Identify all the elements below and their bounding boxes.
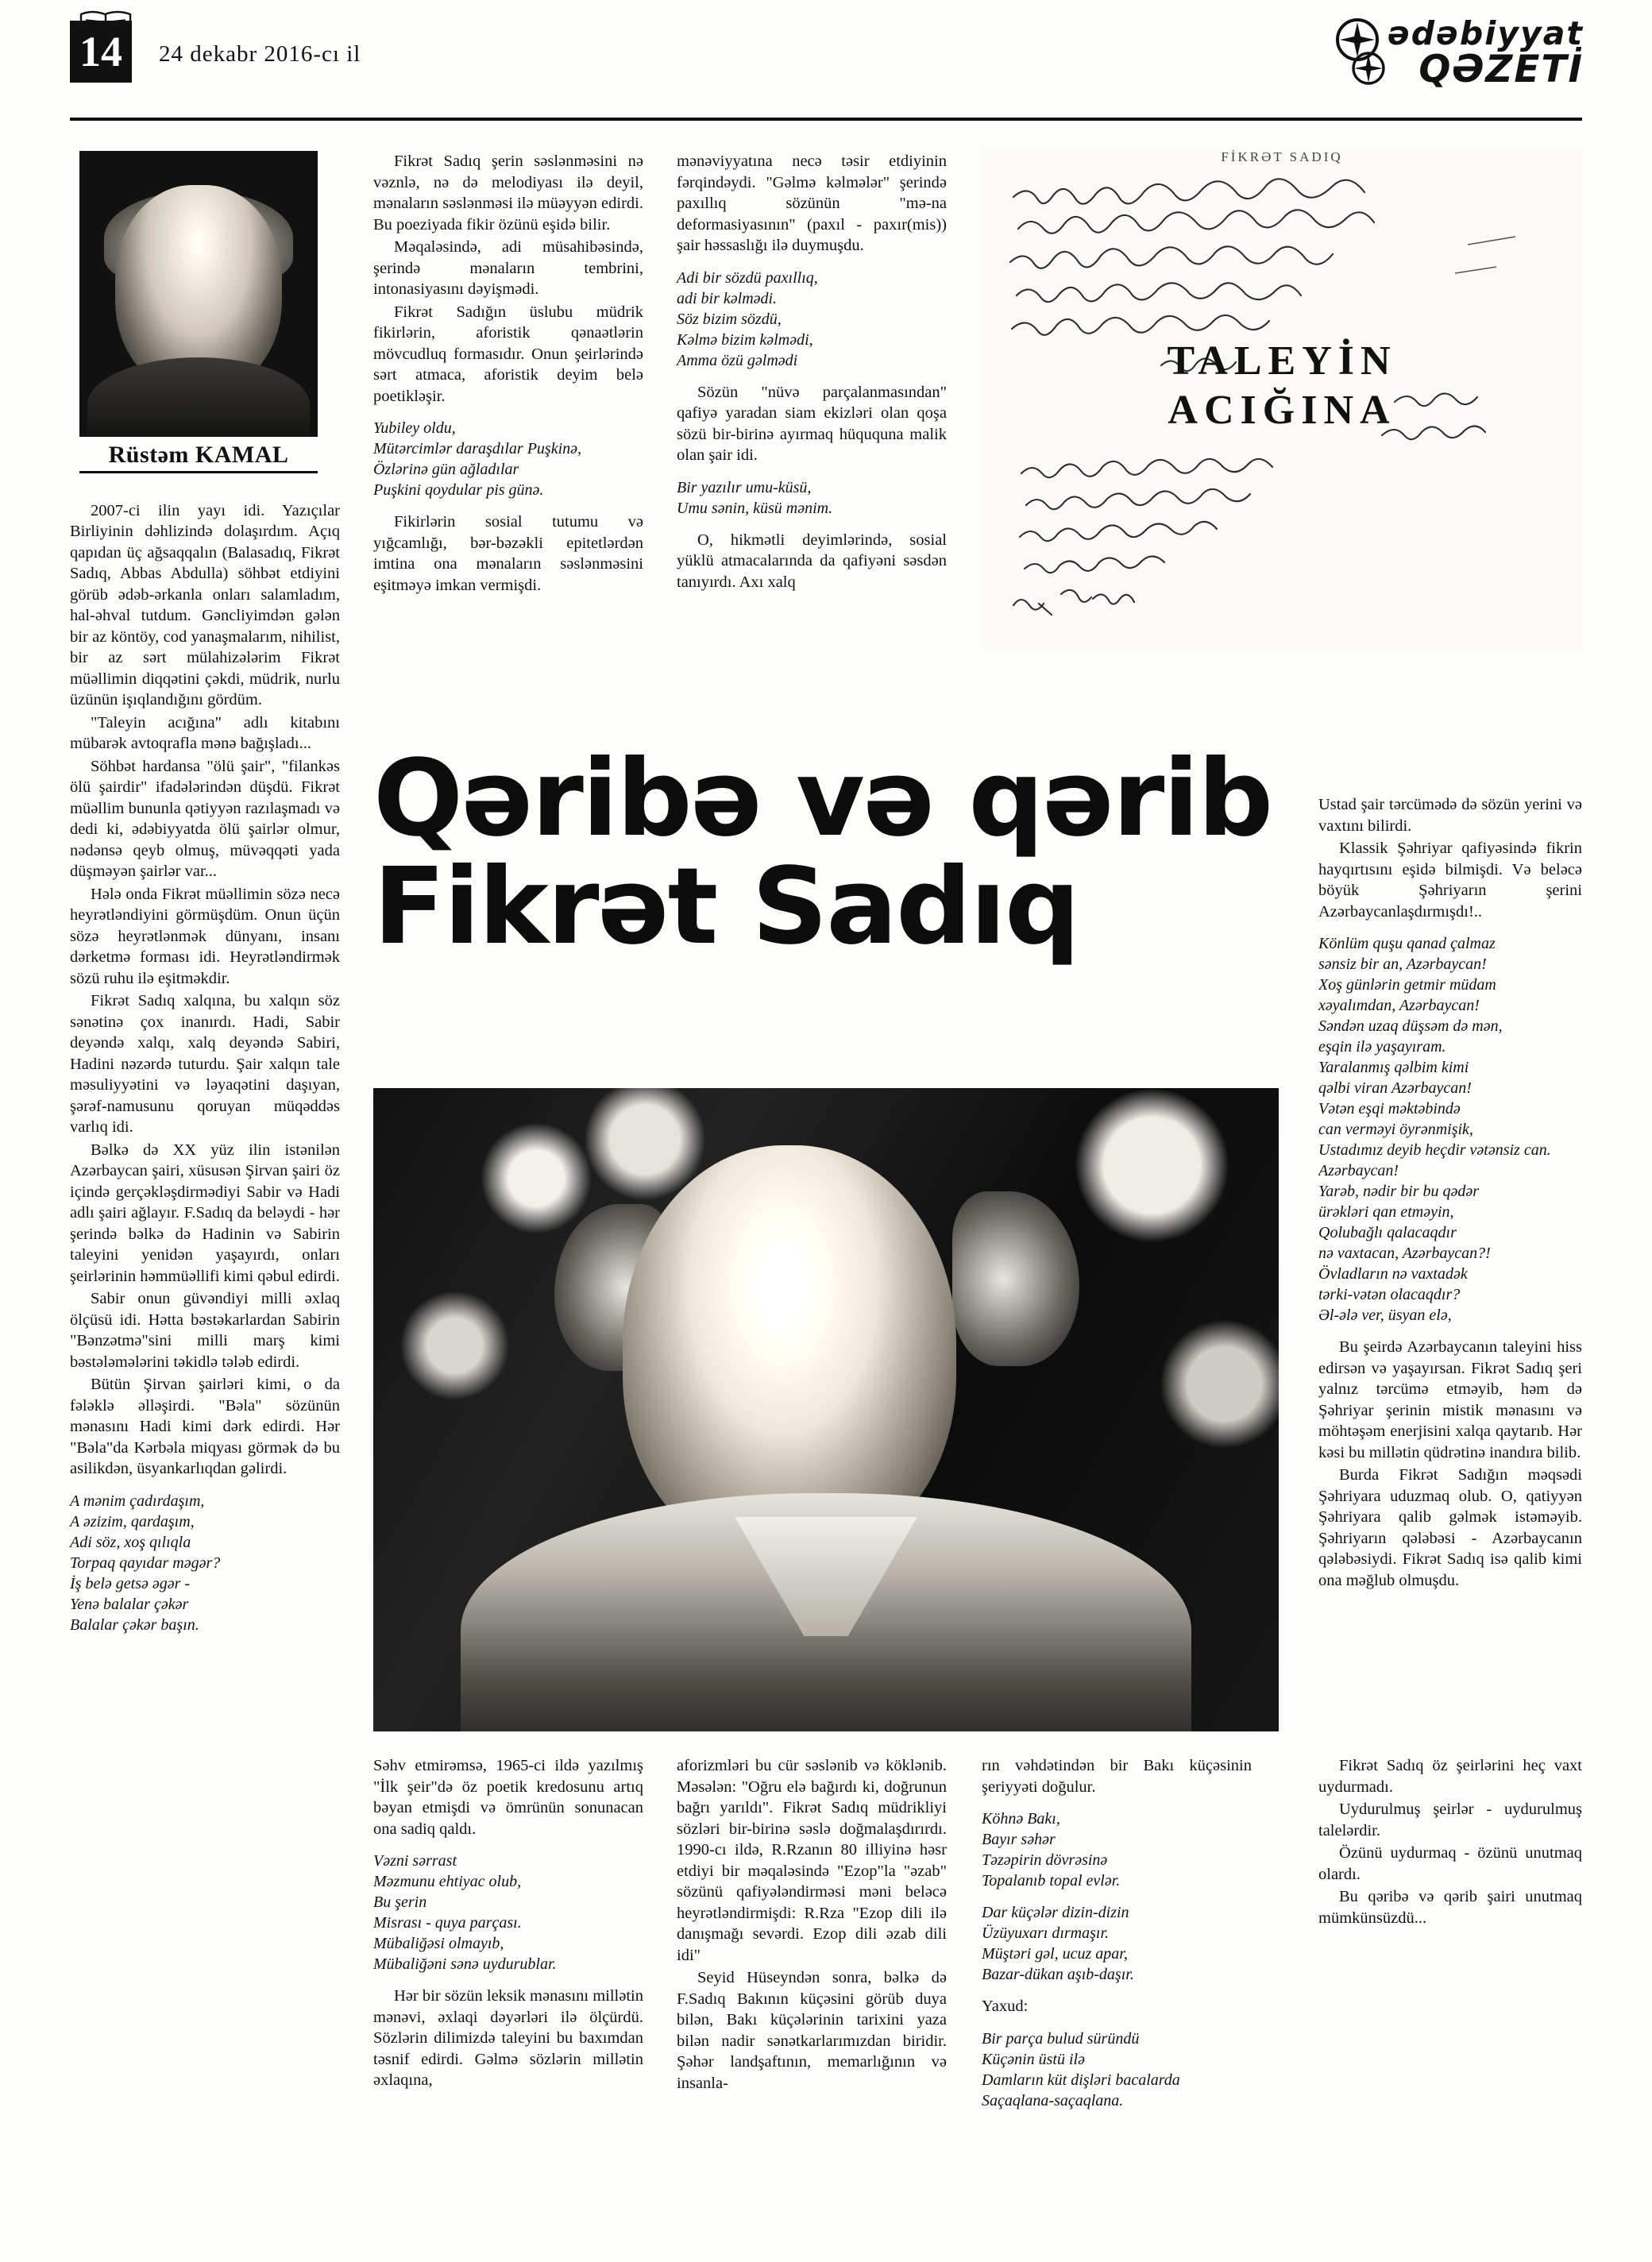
verse-line: Yubiley oldu, — [373, 419, 456, 437]
verse-block — [982, 1902, 1252, 1985]
paragraph: Özünü uydurmaq - özünü unutmaq olardı. — [1318, 1844, 1582, 1883]
paragraph: Sabir onun güvəndiyi milli əxlaq ölçüsü idi. Hətta bəstəkarlardan Sabirin "Bənzətmə"sini milli marş kimi bəstələmələrini təkidlə tələb edirdi. — [70, 1290, 340, 1371]
verse-line: Yenə balalar çəkər — [70, 1595, 189, 1613]
verse-line: Mütərcimlər daraşdılar Puşkinə, — [373, 440, 582, 457]
page-number: 14 — [70, 21, 132, 83]
verse-line: eşqin ilə yaşayıram. — [1318, 1038, 1446, 1056]
column-6 — [982, 1755, 1252, 2232]
paragraph: Bu qəribə və qərib şairi unutmaq mümkünsüzdü... — [1318, 1888, 1582, 1927]
paragraph: Uydurulmuş şeirlər - uydurulmuş talelərdir. — [1318, 1801, 1582, 1839]
paragraph: Ustad şair tərcümədə də sözün yerini və vaxtını bilirdi. — [1318, 796, 1582, 835]
paragraph: mənəviyyatına necə təsir etdiyinin fərqindəydi. "Gəlmə kəlmələr" şerində paxıllıq sözünün "mə-na deformasiyasının" (paxıl - paxır(mis)) şair həssaslığı ilə duymuşdu. — [677, 152, 947, 254]
column-right-lower — [1318, 1755, 1582, 2232]
verse-line: Kəlmə bizim kəlmədi, — [677, 330, 813, 349]
verse-line: ürəkləri qan etməyin, — [1318, 1203, 1454, 1221]
paragraph: Səhv etmirəmsə, 1965-ci ildə yazılmış "İlk şeir"də öz poetik kredosunu artıq bəyan etmişdi və ömrünün sonunacan ona sadiq qaldı. — [373, 1757, 643, 1838]
verse-block — [677, 268, 947, 371]
column-right-upper — [1318, 794, 1582, 1731]
paragraph: Sözün "nüvə parçalanmasından" qafiyə yaradan siam ekizləri olan qoşa sözü bir-birinə ayırmaq hüququna malik olan şair idi. — [677, 383, 947, 464]
verse-line: Yarəb, nədir bir bu qədər — [1318, 1183, 1480, 1200]
paragraph: Bəlkə də XX yüz ilin istənilən Azərbaycan şairi, xüsusən Şirvan şairi öz içində gerçəkləşdirmədiyi Sabir və Hadi adlı şairi ağlayır. F.Sadıq da beləydi - hər şerində bəlkə də Hadinin və Sabirin taleyini yenidən yaşayırdı, onları şeirlərinin həmmüəllifi kimi qəbul edirdi. — [70, 1141, 340, 1285]
verse-line: Adi söz, xoş qılıqla — [70, 1533, 191, 1551]
paragraph: Bu şeirdə Azərbaycanın taleyini hiss edirsən və yaşayırsan. Fikrət Sadıq şeri yalnız tərcümə etməyib, həm də Şəhriyar şerinin mistik mənasını və möhtəşəm enerjisini xalqa qaytarıb. Hər kəsi bu millətin qüdrətinə inandıra bilib. — [1318, 1338, 1582, 1461]
verse-line: nə vaxtacan, Azərbaycan?! — [1318, 1245, 1491, 1262]
paragraph: Məqaləsində, adi müsahibəsində, şerində mənaların tembrini, intonasiyasını dəyişmədi. — [373, 238, 643, 298]
verse-line: Mübaliğəni sənə uydurublar. — [373, 1955, 557, 1973]
verse-line: qəlbi viran Azərbaycan! — [1318, 1079, 1472, 1097]
verse-line: Səndən uzaq düşsəm də mən, — [1318, 1017, 1503, 1035]
masthead — [0, 0, 1652, 119]
verse-line: xəyalımdan, Azərbaycan! — [1318, 997, 1480, 1014]
verse-line: Qolubağlı qalacaqdır — [1318, 1224, 1457, 1241]
paragraph: Fikrət Sadıq öz şeirlərini heç vaxt uydurmadı. — [1318, 1757, 1582, 1796]
main-photo — [373, 1088, 1279, 1731]
verse-line: Söz bizim sözdü, — [677, 310, 782, 328]
newspaper-logo — [1388, 16, 1584, 89]
verse-line: Özlərinə gün ağladılar — [373, 461, 519, 478]
logo-line-1: ədəbiyyat — [1387, 14, 1584, 52]
verse-line: Dar küçələr dizin-dizin — [982, 1904, 1129, 1921]
verse-line: Könlüm quşu qanad çalmaz — [1318, 935, 1496, 952]
manuscript-caption: FİKRƏT SADIQ — [1221, 149, 1343, 164]
paragraph: Burda Fikrət Sadığın məqsədi Şəhriyara uduzmaq olub. O, qatiyyən Şəhriyara qalib gəlmək istəməyib. Şəhriyarın qələbəsi - Azərbaycanın qələbəsiydi. Fikrət Sadıq isə qalib kimi ona məğlub olmuşdu. — [1318, 1466, 1582, 1589]
verse-line: Xoş günlərin getmir müdam — [1318, 976, 1496, 994]
verse-block — [677, 477, 947, 519]
verse-line: Torpaq qayıdar məgər? — [70, 1554, 221, 1572]
verse-line: Amma özü gəlmədi — [677, 351, 798, 369]
verse-line: Adi bir sözdü paxıllıq, — [677, 268, 818, 287]
verse-line: Üzüyuxarı dırmaşır. — [982, 1924, 1110, 1942]
article-headline — [373, 738, 1279, 968]
verse-block — [982, 2028, 1252, 2111]
verse-block — [373, 418, 643, 500]
verse-block — [373, 1851, 643, 1974]
manuscript-title-line-2: ACIĞINA — [1168, 388, 1396, 433]
verse-line: Saçaqlana-saçaqlana. — [982, 2091, 1124, 2110]
verse-block — [982, 1808, 1252, 1891]
column-4 — [373, 1755, 643, 2232]
headline-line-2: Fikrət Sadıq — [373, 846, 1079, 968]
headline-line-1: Qəribə və qərib — [373, 738, 1272, 860]
portrait-torso — [87, 357, 310, 437]
verse-line: Vəzni sərrast — [373, 1852, 457, 1870]
verse-line: Müştəri gəl, ucuz apar, — [982, 1945, 1128, 1963]
manuscript-title — [982, 337, 1582, 435]
verse-line: A əzizim, qardaşım, — [70, 1512, 195, 1531]
verse-line: Bu şerin — [373, 1893, 427, 1911]
verse-line: Topalanıb topal evlər. — [982, 1872, 1121, 1890]
verse-line: Bazar-dükan aşıb-daşır. — [982, 1966, 1134, 1983]
column-3 — [677, 151, 947, 594]
verse-line: A mənim çadırdaşım, — [70, 1492, 205, 1510]
header-divider — [70, 118, 1582, 121]
verse-line: Mübaliğəsi olmayıb, — [373, 1935, 504, 1952]
verse-line: Yaralanmış qəlbim kimi — [1318, 1059, 1469, 1076]
paragraph: Hər bir sözün leksik mənasını millətin mənəvi, əxlaqi dəyərləri ilə ölçürdü. Sözlərin dilimizdə taleyini bu baxımdan təsnif edirdi. Gəlmə sözlərin millətin əxlaqına, — [373, 1987, 643, 2089]
verse-line: sənsiz bir an, Azərbaycan! — [1318, 955, 1487, 973]
verse-line: Övladların nə vaxtadək — [1318, 1265, 1468, 1283]
paragraph: Fikirlərin sosial tutumu və yığcamlığı, bər-bəzəkli epitetlərdən imtina ona mənaların səslənməsini eşitməyə imkan vermişdi. — [373, 513, 643, 594]
verse-line: Vətən eşqi məktəbində — [1318, 1100, 1461, 1117]
paragraph: Seyid Hüseyndən sonra, bəlkə də F.Sadıq Bakının küçəsini görüb duya bilən, Bakı küçələrinin tarixini yaza bilən nadir sənətkarlarımızdan biridir. Şəhər landşaftının, memarlığının və insanla- — [677, 1969, 947, 2092]
verse-line: Bir parça bulud süründü — [982, 2029, 1140, 2048]
verse-line: adi bir kəlmədi. — [677, 289, 778, 307]
paragraph: Klassik Şəhriyar qafiyəsində fikrin hayqırtısını eşidə bilmişdi. Və beləcə böyük Şəhriyarın şerini Azərbaycanlaşdırmışdı!.. — [1318, 840, 1582, 921]
verse-line: tərki-vətən olacaqdır? — [1318, 1286, 1461, 1303]
paragraph: Yaxud: — [982, 1998, 1029, 2015]
author-portrait — [79, 151, 318, 437]
verse-line: Damların küt dişləri bacalarda — [982, 2071, 1180, 2089]
verse-block — [1318, 933, 1582, 1326]
verse-line: Təzəpirin dövrəsinə — [982, 1851, 1108, 1869]
paragraph: Fikrət Sadıq şerin səslənməsini nə vəznlə, nə də melodiyası ilə deyil, mənaların səslənməsi ilə müəyyən edirdi. Bu poeziyada fikir özünü eşidə bilir. — [373, 152, 643, 234]
verse-line: Ustadımız deyib heçdir vətənsiz can. — [1318, 1141, 1551, 1159]
column-1-body — [70, 500, 340, 1635]
verse-line: Azərbaycan! — [1318, 1162, 1399, 1179]
verse-line: Köhnə Bakı, — [982, 1810, 1060, 1828]
paragraph: Bütün Şirvan şairləri kimi, o da fələklə əlləşirdi. "Bəla" sözünün mənasını Hadi kimi dərk edirdi. Hər "Bəla"da Kərbəla miqyası görmək də bu asilikdən, üsyankarlıqdan gəlirdi. — [70, 1376, 340, 1477]
paragraph: Fikrət Sadığın üslubu müdrik fikirlərin, aforistik qənaətlərin mövcudluq formasıdır. Onun şeirlərində sərt atmaca, aforistik deyim belə poetikləşir. — [373, 303, 643, 405]
paragraph: rın vəhdətindən bir Bakı küçəsinin şeriyyəti doğulur. — [982, 1757, 1252, 1796]
verse-line: Bir yazılır umu-küsü, — [677, 478, 812, 496]
manuscript-facsimile — [982, 149, 1582, 650]
paragraph: Söhbət hardansa "ölü şair", "filankəs ölü şairdir" ifadələrindən düşdü. Fikrət müəllim bununla qətiyyən razılaşmadı və dedi ki, ədəbiyyatda ölü şairlər olmur, nədənsə qeyb olmuş, müvəqqəti yada düşməyən şairlər var... — [70, 757, 340, 880]
verse-block — [70, 1491, 340, 1635]
verse-line: Məzmunu ehtiyac olub, — [373, 1873, 522, 1890]
verse-line: Küçənin üstü ilə — [982, 2050, 1085, 2068]
issue-date: 24 dekabr 2016-cı il — [159, 41, 361, 67]
column-2 — [373, 151, 643, 597]
verse-line: Misrası - quya parçası. — [373, 1914, 522, 1932]
column-1 — [70, 151, 340, 1646]
verse-line: Bayır səhər — [982, 1831, 1056, 1848]
paragraph: Hələ onda Fikrət müəllimin sözə necə heyrətləndiyini görmüşdüm. Onun üçün sözə heyrətlənmək dünyanı, insanı dərketmə forması idi. Heyrətləndirmək sözü ruhu ilə eşitməkdir. — [70, 885, 340, 987]
paragraph: aforizmləri bu cür səslənib və köklənib. Məsələn: "Oğru elə bağırdı ki, doğrunun bağrı yarıldı". Fikrət Sadıq müdrikliyi sözləri bir-birinə səslə doğmalaşdırırdı. 1990-cı ildə, R.Rzanın 80 illiyinə həsr etdiyi bir məqaləsində "Ezop"la "əzab" sözünü qafiyələndirməsi məni beləcə heyrətləndirmişdi: R.Rza "Ezop dili ilə danışmağı sevərdi. Ezop dili əzab dili idi" — [677, 1757, 947, 1964]
verse-line: Balalar çəkər başın. — [70, 1615, 199, 1634]
paragraph: "Taleyin acığına" adlı kitabını mübarək avtoqrafla mənə bağışladı... — [70, 713, 340, 752]
star-icon-secondary — [1351, 51, 1386, 86]
manuscript-title-line-1: TALEYİN — [1167, 338, 1397, 384]
verse-line: Puşkini qoydular pis günə. — [373, 481, 544, 499]
paragraph: Fikrət Sadıq xalqına, bu xalqın söz sənətinə çox inanırdı. Hadi, Sabir deyəndə xalqı, xalq deyəndə Sabiri, Hadini nəzərdə tuturdu. Şair xalqın tale məsuliyyətini və ləyaqətini daşıyan, şərəf-namusunu qoruyan müqəddəs varlıq idi. — [70, 992, 340, 1136]
logo-line-2: QƏZETİ — [1418, 48, 1584, 91]
column-5 — [677, 1755, 947, 2232]
verse-line: Umu sənin, küsü mənim. — [677, 499, 833, 517]
paragraph: 2007-ci ilin yayı idi. Yazıçılar Birliyinin dəhlizində dolaşırdım. Açıq qapıdan üç ağsaqqalın (Balasadıq, Fikrət Sadıq, Abbas Abdulla) söhbət etdiyini görüb ədəb-ərkanla onları salamladım, hal-əhval tutdum. Gəncliyimdən gələn bir az köntöy, cod yanaşmalarım, nihilist, bir az sərt mülahizələrim Fikrət müəllimin diqqətini çəkdi, müdrik, nurlu üzünün işıqlandığını gördüm. — [70, 501, 340, 708]
author-name: Rüstəm KAMAL — [79, 445, 318, 473]
verse-line: İş belə getsə əgər - — [70, 1574, 191, 1592]
verse-line: can verməyi öyrənmişik, — [1318, 1121, 1473, 1138]
paragraph: O, hikmətli deyimlərində, sosial yüklü atmacalarında da qafiyəni səsdən tanıyırdı. Axı xalq — [677, 531, 947, 591]
verse-line: Əl-ələ ver, üsyan elə, — [1318, 1307, 1452, 1324]
